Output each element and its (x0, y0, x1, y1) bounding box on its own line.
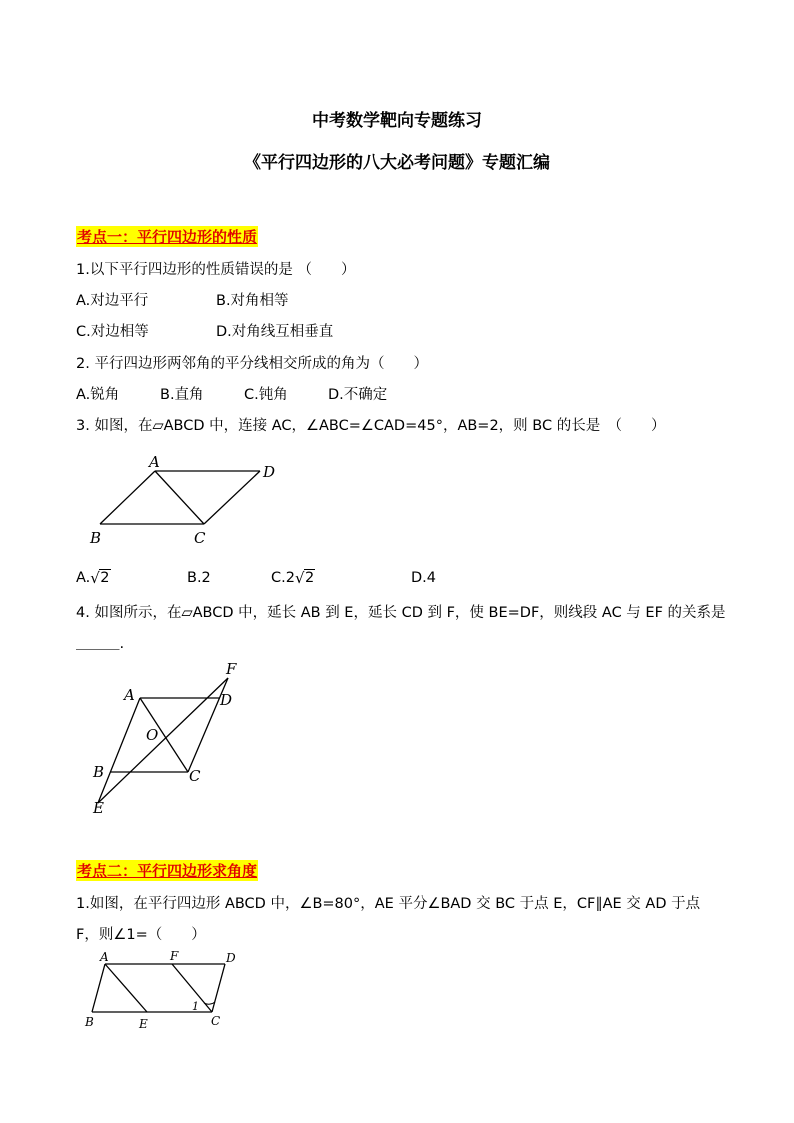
section-2-question-1-stem-cont: F，则∠1=（ ） (76, 927, 206, 943)
question-4-blank: ＿＿＿. (76, 636, 125, 652)
label-angle-1: 1 (192, 1000, 199, 1013)
label-b: B (93, 763, 105, 781)
label-d: D (263, 463, 276, 481)
question-1-option-d: D.对角线互相垂直 (216, 324, 334, 340)
sqrt-symbol: √ 2 (90, 569, 110, 587)
question-3-option-d: D.4 (411, 570, 436, 586)
label-e: E (139, 1017, 148, 1031)
question-1-stem: 1.以下平行四边形的性质错误的是 （ ） (76, 262, 356, 278)
question-4-stem: 4. 如图所示，在▱ABCD 中，延长 AB 到 E，延长 CD 到 F，使 BE=DF，则线段 AC 与 EF 的关系是 (76, 605, 726, 621)
question-4-figure (86, 660, 256, 820)
section-2-question-1-stem: 1.如图，在平行四边形 ABCD 中，∠B=80°，AE 平分∠BAD 交 BC 于点 E，CF∥AE 交 AD 于点 (76, 896, 701, 912)
label-e: E (93, 799, 104, 817)
question-1-option-a: A.对边平行 (76, 293, 149, 309)
option-a-prefix: A. (76, 570, 91, 586)
question-2-stem: 2. 平行四边形两邻角的平分线相交所成的角为（ ） (76, 356, 428, 372)
question-3-option-a (76, 570, 111, 586)
question-3-option-c (271, 570, 315, 586)
question-3-figure (80, 448, 290, 548)
label-f: F (170, 949, 179, 963)
option-a-radicand: 2 (100, 570, 110, 586)
question-2-option-a: A.锐角 (76, 387, 120, 403)
question-1-option-c: C.对边相等 (76, 324, 149, 340)
label-a: A (124, 686, 135, 704)
section-heading-properties: 考点一：平行四边形的性质 (77, 228, 258, 246)
label-c: C (211, 1014, 221, 1028)
angle-1-arc (204, 1002, 215, 1004)
label-c: C (189, 767, 201, 785)
question-2-option-b: B.直角 (160, 387, 204, 403)
label-a: A (149, 453, 160, 471)
segment-ef (98, 678, 228, 803)
segment-ae (105, 964, 147, 1012)
segment-ab (92, 964, 105, 1012)
question-2-option-d: D.不确定 (328, 387, 388, 403)
label-d: D (226, 951, 236, 965)
label-o: O (146, 726, 159, 744)
label-b: B (90, 529, 102, 547)
document-subtitle: 《平行四边形的八大必考问题》专题汇编 (244, 153, 550, 173)
label-c: C (194, 529, 206, 547)
label-b: B (85, 1015, 94, 1029)
option-c-prefix: C.2 (271, 570, 295, 586)
segment-dc (204, 471, 260, 524)
question-3-option-b: B.2 (187, 570, 211, 586)
document-title: 中考数学靶向专题练习 (312, 111, 482, 131)
segment-ac (155, 471, 204, 524)
segment-ae (98, 698, 140, 803)
label-d: D (220, 691, 233, 709)
option-c-radicand: 2 (304, 570, 315, 586)
sqrt-symbol: √ 2 (294, 569, 315, 587)
label-a: A (100, 950, 109, 964)
label-f: F (226, 660, 237, 678)
question-3-stem: 3. 如图，在▱ABCD 中，连接 AC，∠ABC=∠CAD=45°，AB=2，则 BC 的长是 （ ） (76, 418, 666, 434)
question-1-option-b: B.对角相等 (216, 293, 289, 309)
section-2-question-1-figure (84, 948, 254, 1033)
section-heading-angles: 考点二：平行四边形求角度 (77, 862, 258, 880)
segment-cd (212, 964, 225, 1012)
segment-ab (100, 471, 155, 524)
question-2-option-c: C.钝角 (244, 387, 288, 403)
